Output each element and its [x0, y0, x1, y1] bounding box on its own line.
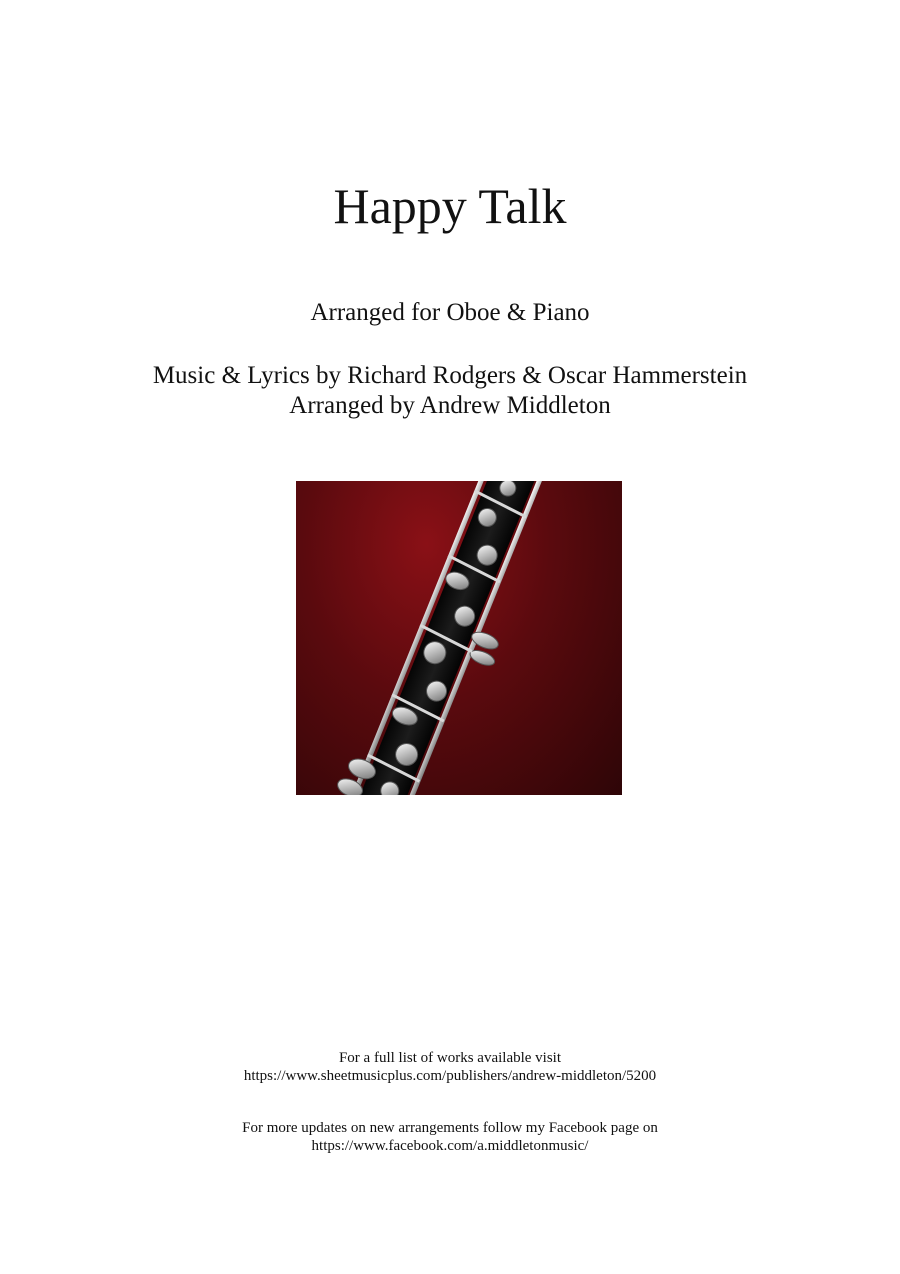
arrangement-subtitle: Arranged for Oboe & Piano [310, 299, 590, 326]
works-list-url[interactable]: https://www.sheetmusicplus.com/publishers/andrew-middleton/5200 [243, 1068, 657, 1084]
facebook-url[interactable]: https://www.facebook.com/a.middletonmusic/ [311, 1138, 589, 1154]
page-title: Happy Talk [333, 178, 567, 234]
composer-credits: Music & Lyrics by Richard Rodgers & Oscar Hammerstein [152, 362, 748, 389]
arranger-credits: Arranged by Andrew Middleton [289, 392, 611, 419]
oboe-photo [296, 481, 622, 795]
facebook-text: For more updates on new arrangements follow my Facebook page on [242, 1120, 658, 1136]
works-list-text: For a full list of works available visit [338, 1050, 562, 1066]
oboe-illustration [296, 481, 622, 795]
